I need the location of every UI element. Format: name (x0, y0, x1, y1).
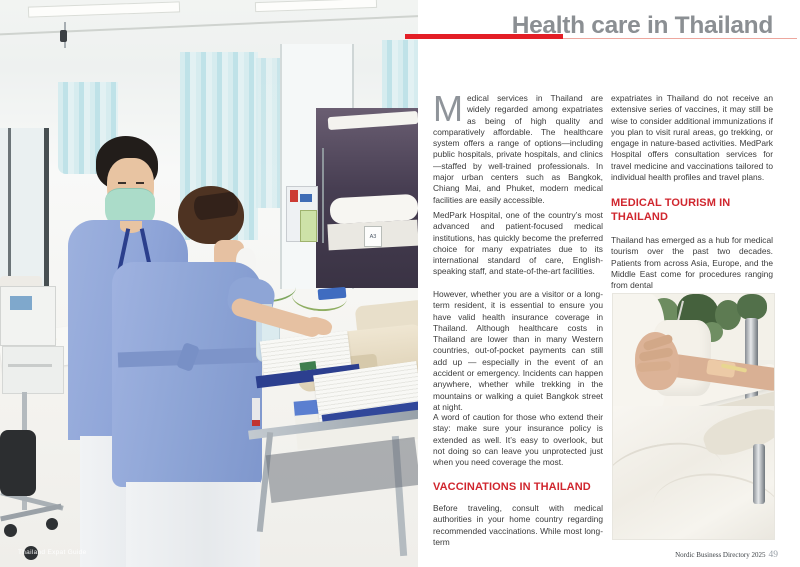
cart-wheel (46, 518, 58, 530)
chrome-pole (753, 444, 765, 504)
nurse-male-collar (120, 221, 142, 233)
device-red-label (290, 190, 298, 202)
iv-pole (322, 148, 324, 243)
paragraph-caution: A word of caution for those who extend their stay: make sure your insurance policy is extended as well. It’s easy to overlook, but not doing so can leave you unprotected just when you need coverage the most. (433, 412, 603, 468)
monitor-unit (0, 286, 56, 346)
ceiling-rod-knob (60, 30, 67, 42)
medical-canister (300, 210, 317, 242)
ceiling-light (255, 0, 377, 12)
footer-right (560, 550, 778, 560)
paragraph-medpark: MedPark Hospital, one of the country’s most advanced and patient-focused medical institutions, has quickly become the preferred choice for many expatriates due to its international standard of care, English-speaking staff, and state-of-the-art facilities. (433, 210, 603, 277)
footer-left-caption: Thailand Expat Guide (18, 549, 87, 556)
plant-leaves (737, 294, 767, 320)
nurse-female-pants (126, 482, 260, 567)
printer-unit (2, 346, 64, 394)
window-bar (8, 128, 11, 298)
paragraph-intro (433, 88, 603, 206)
office-chair (0, 430, 36, 496)
printer-slot (8, 364, 52, 367)
page-number: 49 (768, 550, 778, 560)
paragraph-vaccinations-cont: expatriates in Thailand do not receive an extensive series of vaccines, it may still be wise to consider additional immunizations if you plan to visit rural areas, go trekking, or engage in nature-based activities. MedPark Hospital offers consultation services for travel medicine and vaccinations tailored to individual health profiles and travel plans. (611, 93, 773, 183)
paragraph-vaccinations: Before traveling, consult with medical authorities in your home country regarding recommended vaccinations. While most long-term (433, 503, 603, 547)
section-heading-medical-tourism: MEDICAL TOURISM IN THAILAND (611, 197, 731, 223)
footer-right-text: Nordic Business Directory 2025 (675, 551, 766, 559)
pocket-pen (252, 398, 260, 426)
page-title: Health care in Thailand (511, 12, 773, 39)
ceiling-light (28, 1, 180, 17)
nurse-male-eye (118, 182, 126, 184)
paragraph-insurance: However, whether you are a visitor or a long-term resident, it is essential to ensure you have valid health insurance coverage in Thailand. Although healthcare costs in Thailand are lower than in many Western countries, out-of-pocket payments can still add up — especially in the event of an accident or emergency. Incidents can happen anywhere, whether while trekking in the mountains or walking a quiet Bangkok street at night. (433, 289, 603, 412)
monitor-screen (10, 296, 32, 310)
article-column-2 (611, 0, 773, 567)
bed-sign: A3 (364, 226, 382, 247)
device-blue-label (300, 194, 312, 202)
paragraph-medical-tourism: Thailand has emerged as a hub for medical tourism over the past two decades. Patients from across Asia, Europe, and the Middle East come for procedures ranging from dental (611, 235, 773, 291)
nurse-male-eye (136, 182, 144, 184)
paragraph-intro-text: edical services in Thailand are widely regarded among expatriates as being of high quality and comparatively affordable. The healthcare system offers a range of options—including public hospitals, private hospitals, and clinics—staffed by well-trained professionals. In major urban centers such as Bangkok, Chiang Mai, and Phuket, modern medical facilities are easily accessible. (433, 93, 603, 205)
iv-treatment-photo (612, 293, 775, 540)
section-heading-vaccinations: VACCINATIONS IN THAILAND (433, 481, 591, 493)
cart-wheel (4, 524, 17, 537)
drop-cap: M (433, 88, 463, 129)
article-column-1 (433, 0, 603, 567)
